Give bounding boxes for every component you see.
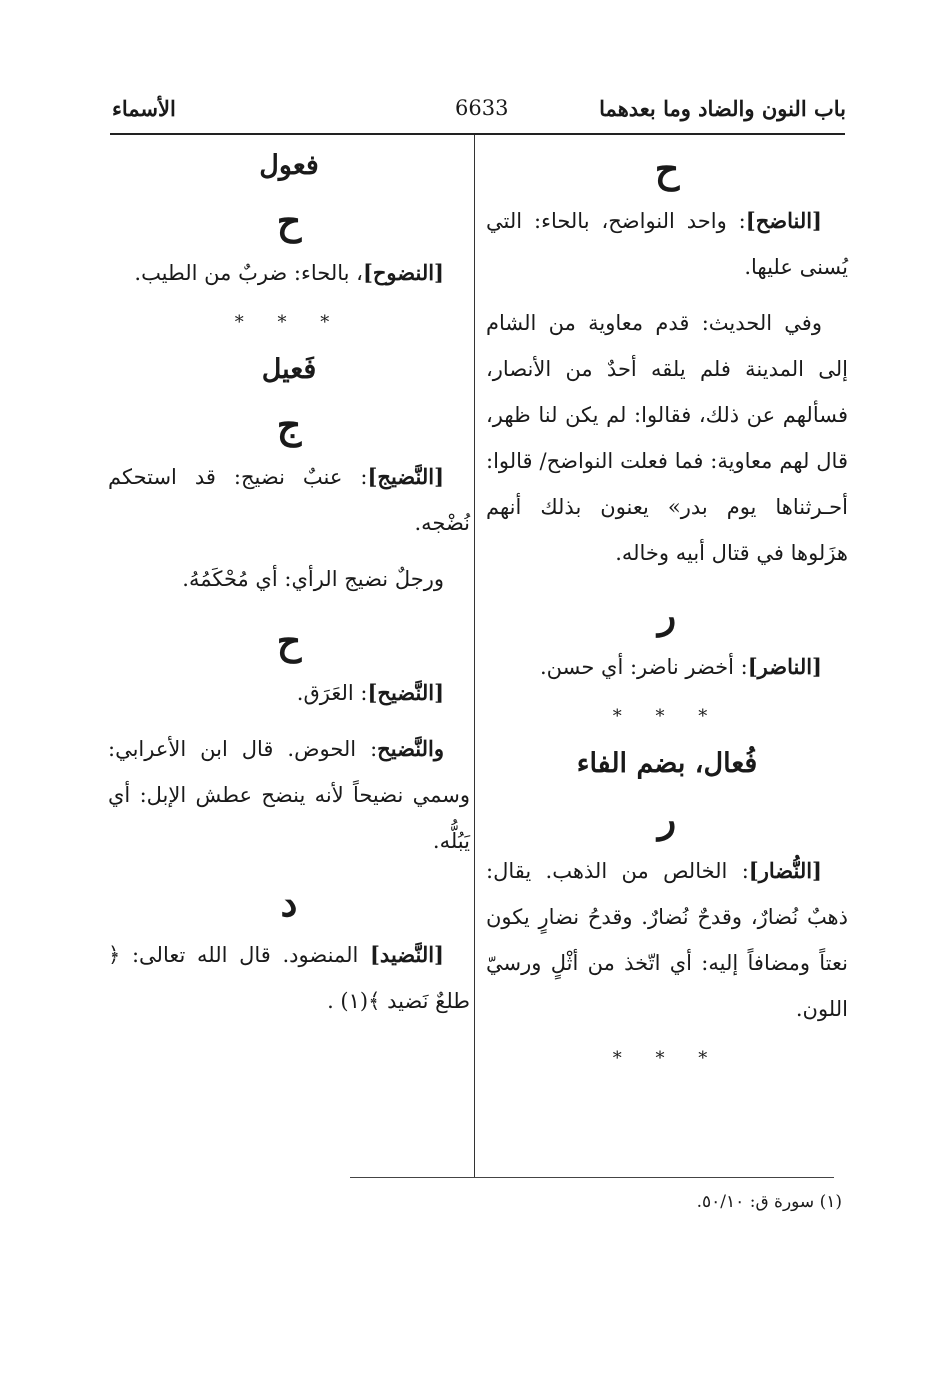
headword: والنَّضيح (377, 736, 444, 761)
entry-nadir (486, 644, 848, 690)
letter-heading: ح (654, 146, 680, 191)
pattern-heading: فعول (259, 150, 319, 181)
right-column (486, 140, 848, 1080)
entry-nadih-sweat (108, 670, 470, 716)
pattern-heading: فَعيل (261, 354, 317, 385)
letter-heading: ج (276, 402, 302, 447)
entry-nadij (108, 454, 470, 546)
entry-text: : الخالص من الذهب. يقال: ذهبٌ نُضارٌ، وقدحٌ نُضارٌ. وقدحُ نضارٍ يكون نعتاً ومضافاً إليه: أي اتّخذ من أثْلٍ ورسيّ اللون. (486, 859, 848, 1021)
entry-nadid (108, 932, 470, 1024)
entry-text: : العَرَق. (296, 681, 368, 705)
column-divider (474, 135, 475, 1177)
headword: [الناضر] (747, 654, 822, 679)
entry-naduh (108, 250, 470, 296)
entry-nudar (486, 848, 848, 1032)
headword: [النضوح] (362, 260, 444, 285)
entry-text: : أخضر ناضر: أي حسن. (539, 655, 748, 679)
letter-heading: ر (657, 796, 677, 841)
letter-heading: ح (276, 198, 302, 243)
footnote-rule (350, 1177, 834, 1178)
section-separator: * * * (612, 1048, 722, 1069)
page-number: 6633 (455, 96, 509, 120)
entry-text: المنضود. قال الله تعالى: ﴿ طلعٌ نَضيد ﴾(١) . (108, 943, 470, 1013)
headword: [النَّضيج] (367, 464, 444, 489)
section-separator: * * * (234, 312, 344, 333)
header-rule (110, 133, 845, 135)
letter-heading: ر (657, 592, 677, 637)
entry-text: : عنبٌ نضيج: قد استحكم نُضْجه. (108, 465, 470, 535)
entry-nadij-2: ورجلٌ نضيج الرأي: أي مُحْكَمُهُ. (182, 567, 444, 591)
entry-nadih (486, 198, 848, 290)
headword: [النَّضيح] (367, 680, 444, 705)
running-header-section: الأسماء (112, 96, 176, 121)
section-separator: * * * (612, 706, 722, 727)
left-column (108, 140, 470, 1034)
letter-heading: ح (276, 618, 302, 663)
running-header-chapter: باب النون والضاد وما بعدهما (599, 96, 846, 121)
entry-nadih-basin (108, 726, 470, 864)
entry-text: ، بالحاء: ضربٌ من الطيب. (134, 261, 363, 285)
pattern-heading: فُعال، بضم الفاء (576, 748, 758, 779)
letter-heading: د (280, 880, 298, 925)
headword: [النُّضار] (748, 858, 822, 883)
entry-hadith: وفي الحديث: قدم معاوية من الشام إلى المدينة فلم يلقه أحدٌ من الأنصار، فسألهم عن ذلك، فقالوا: لم يكن لنا ظهر، قال لهم معاوية: فما فعلت النواضح/ قالوا: أحـرثناها يوم بدر» يعنون بذلك أنهم هزَلوها في قتال أبيه وخاله. (486, 311, 848, 565)
entry-text: : الحوض. قال ابن الأعرابي: وسمي نضيحاً لأنه ينضح عطش الإبل: أي يَبُلُّه. (108, 737, 470, 853)
headword: [الناضح] (745, 208, 822, 233)
headword: [النَّضيد] (369, 942, 444, 967)
footnote: (١) سورة ق: ٥٠/١٠. (696, 1192, 842, 1212)
entry-text: : واحد النواضح، بالحاء: التي يُسنى عليها. (486, 209, 848, 279)
